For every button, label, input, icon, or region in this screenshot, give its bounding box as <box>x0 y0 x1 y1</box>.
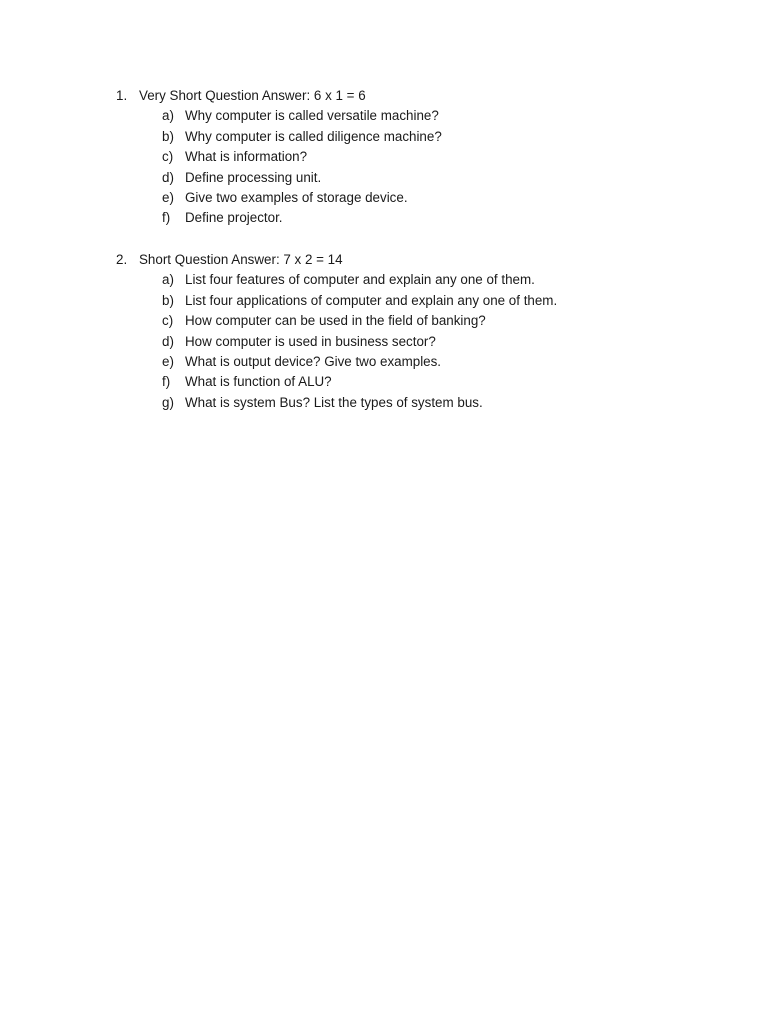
question-item <box>116 188 716 208</box>
question-item <box>116 352 716 372</box>
question-letter: d) <box>162 169 174 185</box>
question-letter: b) <box>162 292 174 308</box>
question-text: Give two examples of storage device. <box>185 189 408 205</box>
section-number: 2. <box>116 252 128 267</box>
section-title: Very Short Question Answer: 6 x 1 = 6 <box>139 88 366 103</box>
question-text: List four applications of computer and explain any one of them. <box>185 292 558 308</box>
question-item <box>116 332 716 352</box>
question-text: What is function of ALU? <box>185 374 332 390</box>
question-letter: c) <box>162 149 174 165</box>
section-number: 1. <box>116 88 128 103</box>
question-letter: f) <box>162 374 171 390</box>
question-letter: a) <box>162 272 174 288</box>
question-letter: e) <box>162 353 174 369</box>
question-item <box>116 208 716 228</box>
question-text: Define projector. <box>185 210 283 226</box>
section-heading <box>116 250 716 270</box>
question-text: Why computer is called diligence machine? <box>185 128 442 144</box>
question-text: What is system Bus? List the types of system bus. <box>185 394 483 410</box>
question-text: List four features of computer and explain any one of them. <box>185 272 535 288</box>
section-heading <box>116 86 716 106</box>
question-text: Define processing unit. <box>185 169 322 185</box>
question-text: How computer is used in business sector? <box>185 333 436 349</box>
section-title: Short Question Answer: 7 x 2 = 14 <box>139 252 343 267</box>
question-text: Why computer is called versatile machine? <box>185 108 439 124</box>
question-text: What is output device? Give two examples. <box>185 353 442 369</box>
question-item <box>116 127 716 147</box>
question-item <box>116 270 716 290</box>
question-text: What is information? <box>185 149 308 165</box>
question-text: How computer can be used in the field of banking? <box>185 313 486 329</box>
question-section-short <box>116 250 716 413</box>
question-letter: c) <box>162 313 174 329</box>
question-letter: a) <box>162 108 174 124</box>
question-letter: d) <box>162 333 174 349</box>
question-item <box>116 147 716 167</box>
question-letter: f) <box>162 210 171 226</box>
question-item <box>116 106 716 126</box>
question-item <box>116 168 716 188</box>
question-item <box>116 311 716 331</box>
question-item <box>116 291 716 311</box>
question-letter: g) <box>162 394 174 410</box>
question-item <box>116 372 716 392</box>
question-section-very-short <box>116 86 716 229</box>
question-letter: b) <box>162 128 174 144</box>
question-letter: e) <box>162 189 174 205</box>
question-item <box>116 393 716 413</box>
